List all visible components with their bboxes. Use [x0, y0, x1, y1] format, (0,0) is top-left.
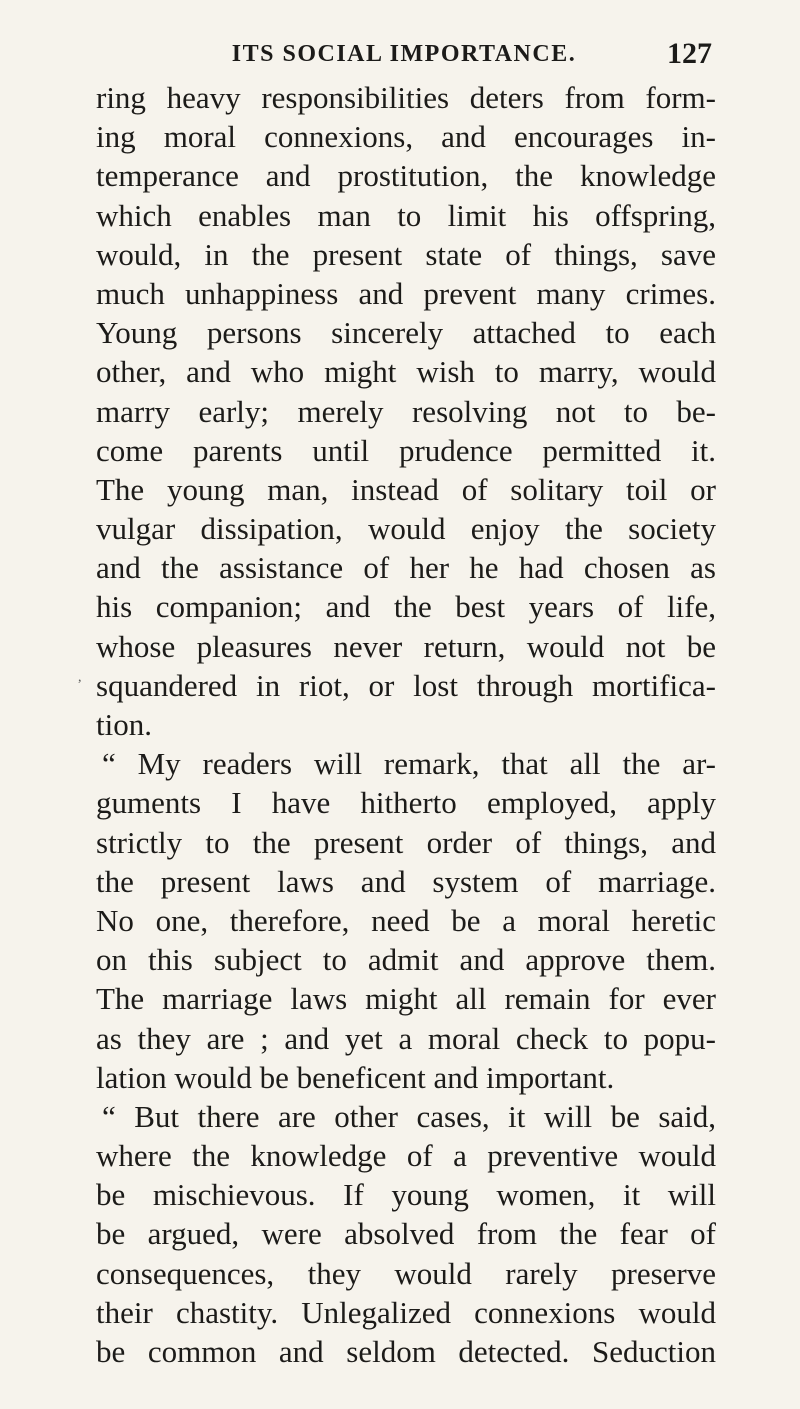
text-line: The marriage laws might all remain for ever: [96, 981, 716, 1017]
text-line: Young persons sincerely attached to each: [96, 315, 716, 351]
text-line: consequences, they would rarely preserve: [96, 1255, 716, 1291]
text-line: tion.: [96, 707, 152, 742]
body-text: [96, 78, 716, 1371]
text-line: be argued, were absolved from the fear of: [96, 1216, 716, 1252]
text-line: “ But there are other cases, it will be said,: [102, 1098, 716, 1134]
text-line: as they are ; and yet a moral check to popu-: [96, 1020, 716, 1056]
text-line: their chastity. Unlegalized connexions would: [96, 1294, 716, 1330]
text-line: No one, therefore, need be a moral heretic: [96, 902, 716, 938]
margin-mark: ,: [78, 670, 82, 685]
text-line: be mischievous. If young women, it will: [96, 1177, 716, 1213]
text-line: strictly to the present order of things, and: [96, 824, 716, 860]
text-line: be common and seldom detected. Seduction: [96, 1334, 716, 1369]
page-number: 127: [667, 37, 712, 70]
text-line: much unhappiness and prevent many crimes.: [96, 275, 716, 311]
text-line: squandered in riot, or lost through mortifica-: [96, 667, 716, 703]
text-line: ring heavy responsibilities deters from form-: [96, 80, 716, 115]
text-line: guments I have hitherto employed, apply: [96, 785, 716, 821]
text-line: lation would be beneficent and important.: [96, 1059, 615, 1095]
text-line: come parents until prudence permitted it.: [96, 432, 716, 468]
text-line: marry early; merely resolving not to be-: [96, 393, 716, 429]
running-head: [96, 32, 712, 76]
text-line: on this subject to admit and approve them.: [96, 942, 716, 978]
running-title: ITS SOCIAL IMPORTANCE.: [231, 41, 577, 67]
text-line: other, and who might wish to marry, would: [96, 354, 716, 390]
text-line: which enables man to limit his offspring,: [96, 197, 716, 233]
text-line: ing moral connexions, and encourages in-: [96, 119, 716, 155]
text-line: vulgar dissipation, would enjoy the society: [96, 511, 716, 547]
text-line: “ My readers will remark, that all the ar-: [102, 746, 716, 782]
text-line: and the assistance of her he had chosen as: [96, 550, 716, 586]
text-line: would, in the present state of things, save: [96, 236, 716, 272]
text-line: The young man, instead of solitary toil or: [96, 471, 716, 507]
text-line: temperance and prostitution, the knowledge: [96, 158, 716, 194]
text-line: the present laws and system of marriage.: [96, 863, 716, 899]
text-line: whose pleasures never return, would not be: [96, 628, 716, 664]
text-line: his companion; and the best years of life,: [96, 589, 716, 625]
text-line: where the knowledge of a preventive would: [96, 1138, 716, 1174]
